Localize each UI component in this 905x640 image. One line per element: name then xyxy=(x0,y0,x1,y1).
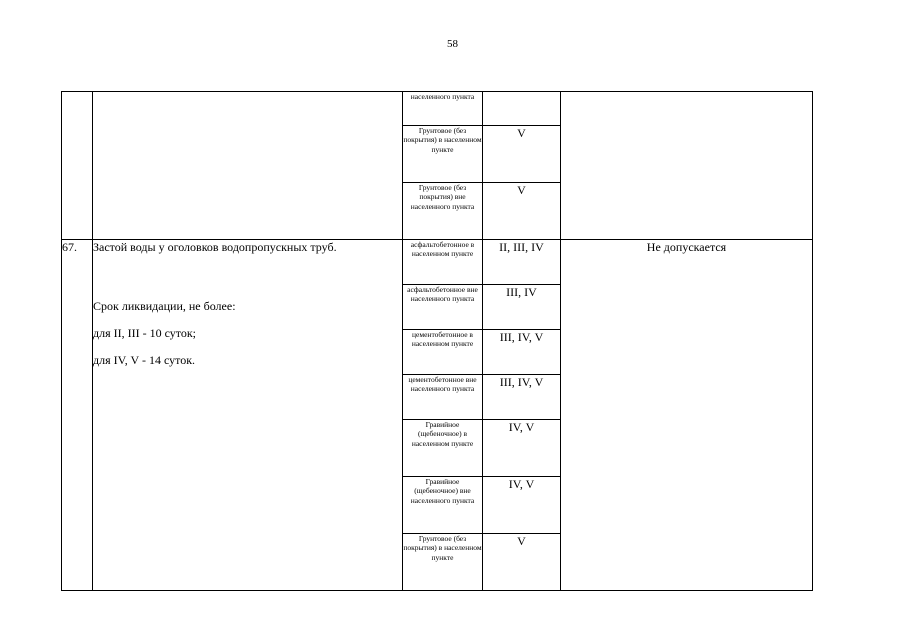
table-row xyxy=(62,240,813,285)
item-description-cell xyxy=(93,240,403,591)
surface-type-cell: цементобетонное в населенном пункте xyxy=(403,330,483,375)
road-category-cell: IV, V xyxy=(483,477,561,534)
surface-type-cell: асфальтобетонное вне населенного пункта xyxy=(403,285,483,330)
requirements-table xyxy=(61,91,813,591)
surface-type-cell: Грунтовое (без покрытия) вне населенного пункта xyxy=(403,183,483,240)
surface-type-cell: Гравийное (щебеночное) в населенном пункте xyxy=(403,420,483,477)
number-cell-empty xyxy=(62,92,93,240)
deadline-title: Срок ликвидации, не более: xyxy=(93,299,236,313)
surface-type-cell: цементобетонное вне населенного пункта xyxy=(403,375,483,420)
road-category-cell: V xyxy=(483,534,561,591)
road-category-cell: III, IV xyxy=(483,285,561,330)
road-category-cell xyxy=(483,92,561,126)
page-number: 58 xyxy=(447,38,458,50)
item-note: Не допускается xyxy=(561,240,813,591)
surface-type-cell: асфальтобетонное в населенном пункте xyxy=(403,240,483,285)
road-category-cell: III, IV, V xyxy=(483,375,561,420)
item-number: 67. xyxy=(62,240,93,591)
surface-type-cell: Грунтовое (без покрытия) в населенном пункте xyxy=(403,534,483,591)
road-category-cell: V xyxy=(483,183,561,240)
description-cell-empty xyxy=(93,92,403,240)
note-cell-empty xyxy=(561,92,813,240)
surface-type-cell: Грунтовое (без покрытия) в населенном пункте xyxy=(403,126,483,183)
road-category-cell: V xyxy=(483,126,561,183)
road-category-cell: IV, V xyxy=(483,420,561,477)
deadline-line-2: для IV, V - 14 суток. xyxy=(93,353,196,367)
deadline-line-1: для II, III - 10 суток; xyxy=(93,326,197,340)
road-category-cell: II, III, IV xyxy=(483,240,561,285)
item-description: Застой воды у оголовков водопропускных труб. xyxy=(93,240,337,254)
table-row xyxy=(62,92,813,126)
road-category-cell: III, IV, V xyxy=(483,330,561,375)
surface-type-cell: Гравийное (щебеночное) вне населенного пункта xyxy=(403,477,483,534)
surface-type-cell: населенного пункта xyxy=(403,92,483,126)
